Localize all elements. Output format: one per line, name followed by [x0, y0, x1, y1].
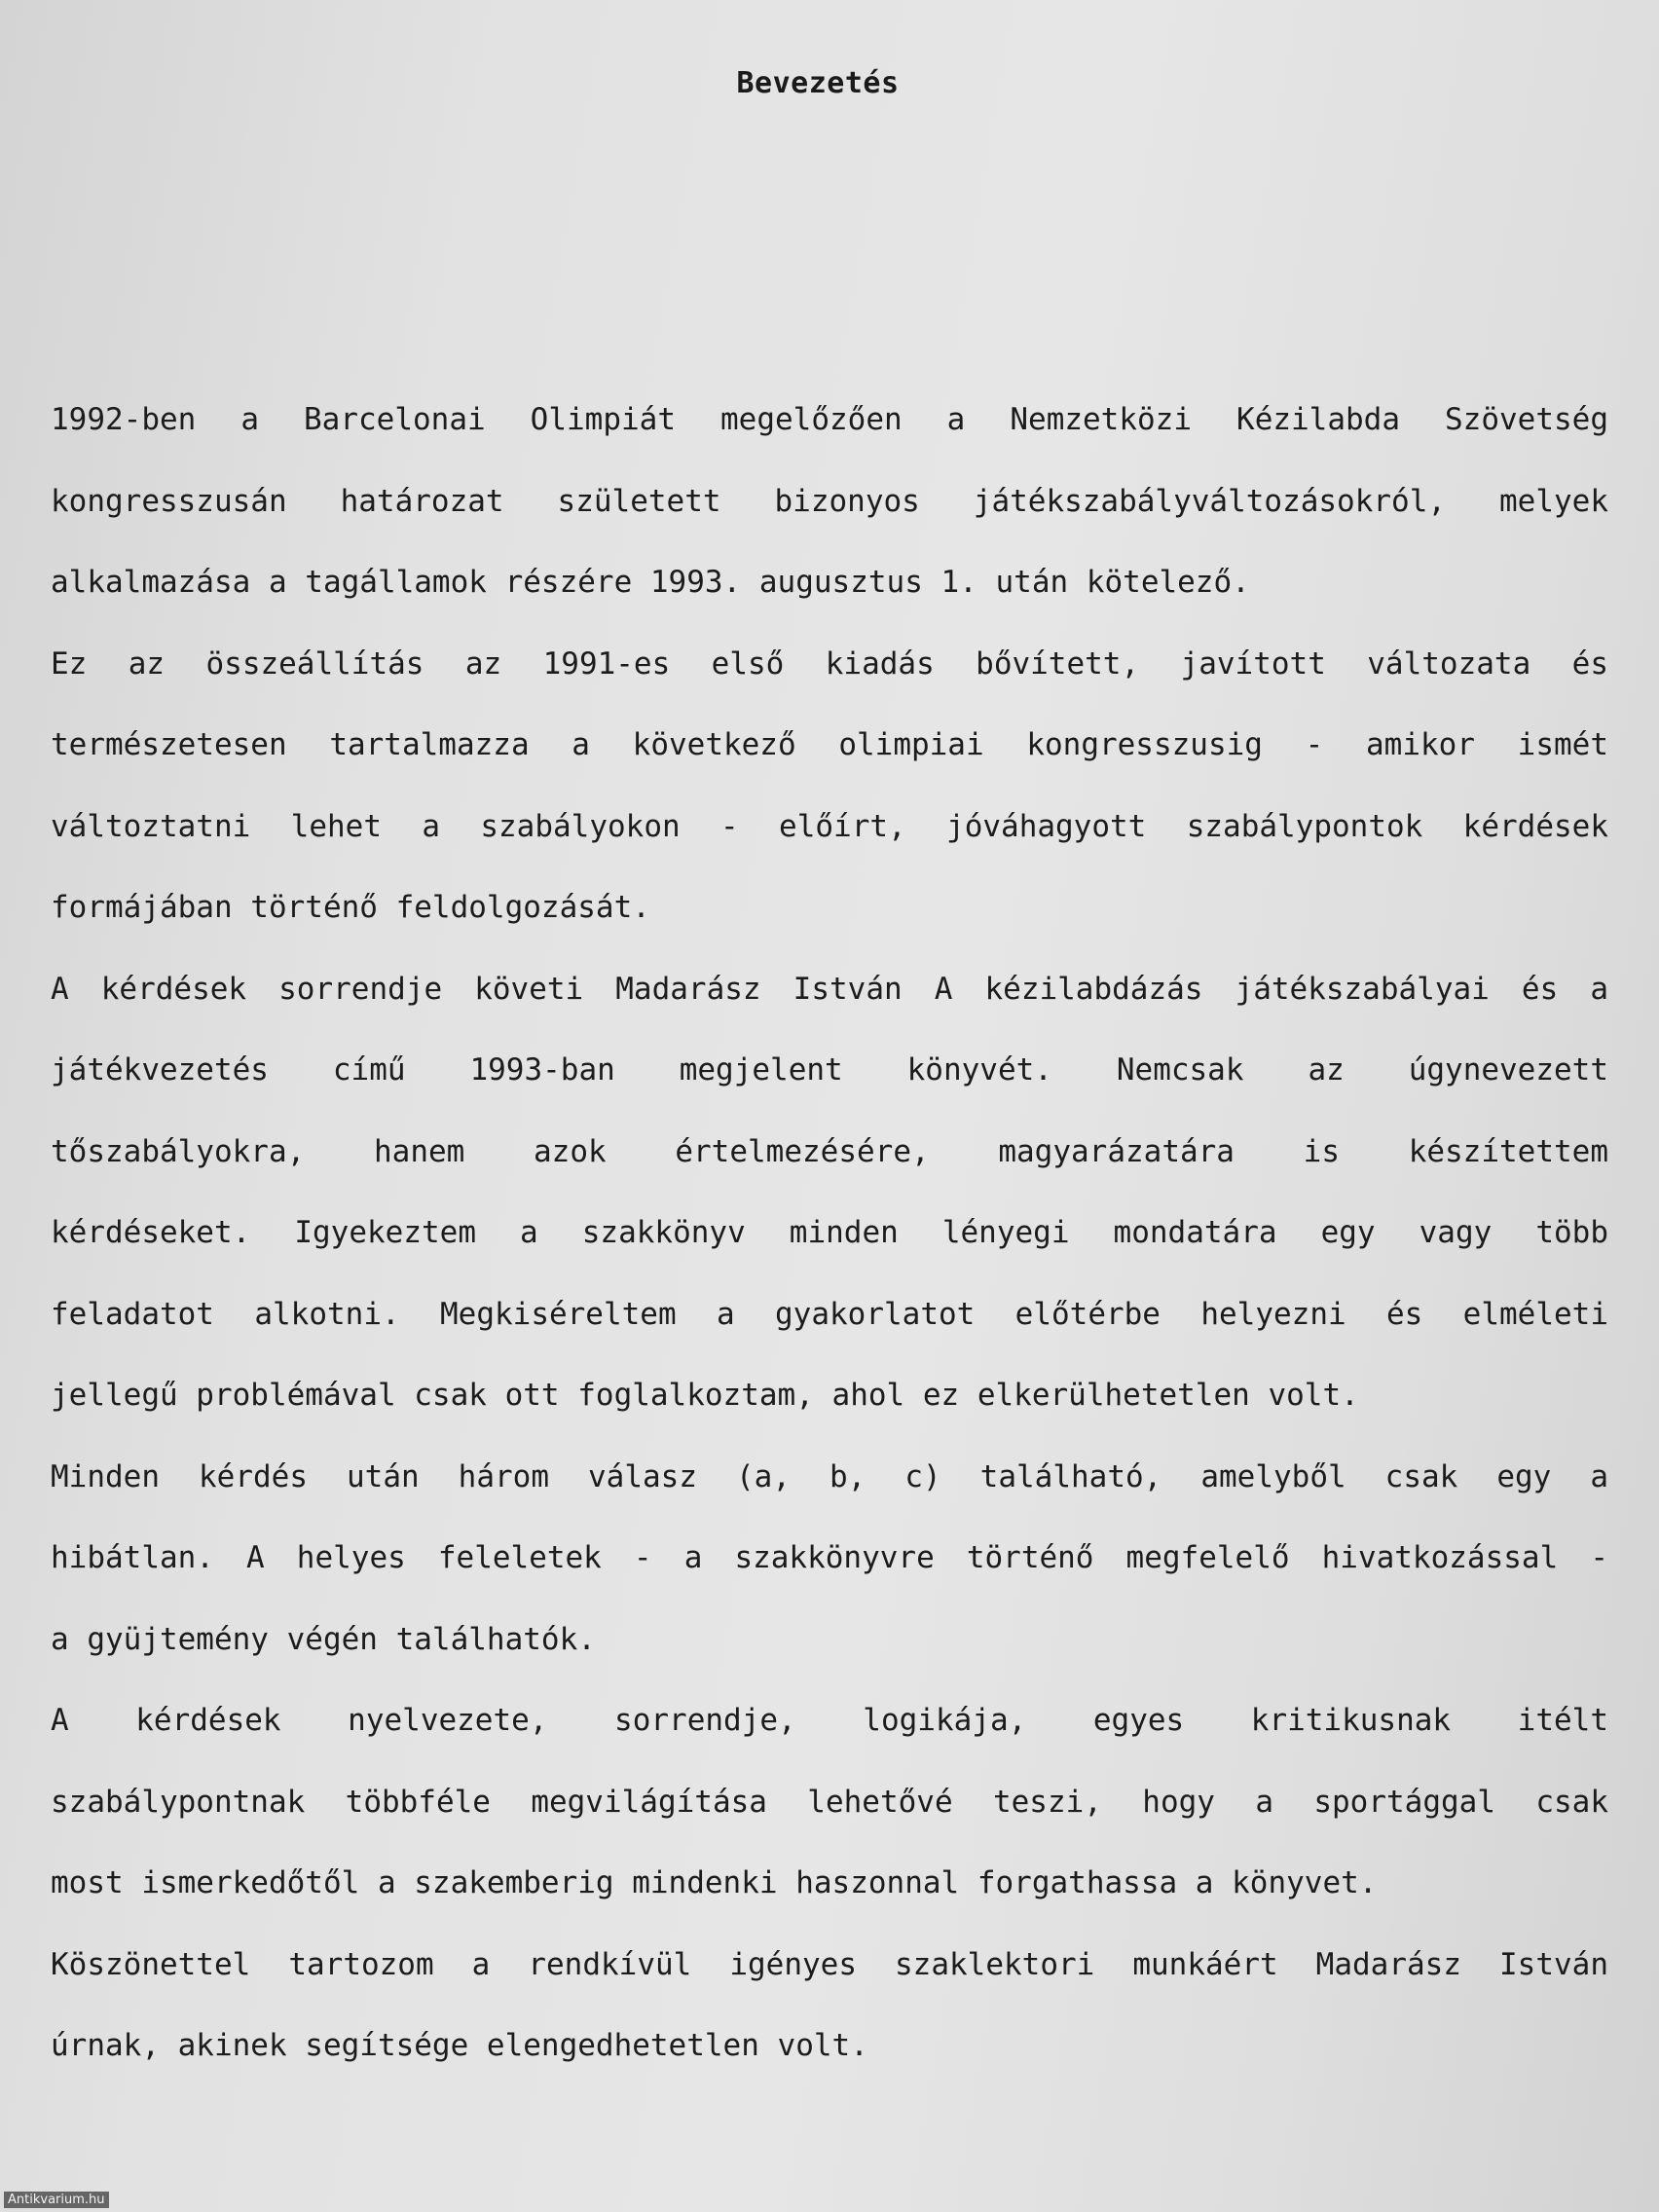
- text-line: kérdéseket. Igyekeztem a szakkönyv minden lényegi mondatára egy vagy több: [51, 1215, 1608, 1250]
- text-line: alkalmazása a tagállamok részére 1993. augusztus 1. után kötelező.: [51, 565, 1250, 600]
- text-line: játékvezetés című 1993-ban megjelent könyvét. Nemcsak az úgynevezett: [51, 1052, 1608, 1088]
- text-line: változtatni lehet a szabályokon - előírt, jóváhagyott szabálypontok kérdések: [51, 808, 1608, 844]
- text-line: szabálypontnak többféle megvilágítása lehetővé teszi, hogy a sportággal csak: [51, 1784, 1608, 1820]
- text-line: jellegű problémával csak ott foglalkoztam, ahol ez elkerülhetetlen volt.: [51, 1378, 1359, 1413]
- watermark: Antikvarium.hu: [4, 2192, 109, 2208]
- page-title: Bevezetés: [736, 66, 900, 100]
- text-line: formájában történő feldolgozását.: [51, 890, 650, 925]
- text-line: feladatot alkotni. Megkiséreltem a gyakorlatot előtérbe helyezni és elméleti: [51, 1296, 1608, 1332]
- text-line: Minden kérdés után három válasz (a, b, c) található, amelyből csak egy a: [51, 1458, 1608, 1494]
- text-line: Köszönettel tartozom a rendkívül igényes szaklektori munkáért Madarász István: [51, 1946, 1608, 1982]
- text-line: A kérdések sorrendje követi Madarász István A kézilabdázás játékszabályai és a: [51, 971, 1608, 1007]
- text-line: A kérdések nyelvezete, sorrendje, logikája, egyes kritikusnak itélt: [51, 1703, 1608, 1738]
- text-line: hibátlan. A helyes feleletek - a szakkönyvre történő megfelelő hivatkozással -: [51, 1540, 1608, 1575]
- body-text: [51, 380, 1608, 2087]
- text-line: természetesen tartalmazza a következő olimpiai kongresszusig - amikor ismét: [51, 727, 1608, 762]
- text-line: kongresszusán határozat született bizonyos játékszabályváltozásokról, melyek: [51, 483, 1608, 519]
- text-line: a gyüjtemény végén találhatók.: [51, 1621, 596, 1657]
- text-line: Ez az összeállítás az 1991-es első kiadás bővített, javított változata és: [51, 645, 1608, 682]
- text-line: úrnak, akinek segítsége elengedhetetlen volt.: [51, 2028, 868, 2063]
- text-line: tőszabályokra, hanem azok értelmezésére, magyarázatára is készítettem: [51, 1133, 1608, 1169]
- text-line: 1992-ben a Barcelonai Olimpiát megelőzően a Nemzetközi Kézilabda Szövetség: [51, 402, 1608, 437]
- text-line: most ismerkedőtől a szakemberig mindenki haszonnal forgathassa a könyvet.: [51, 1865, 1378, 1900]
